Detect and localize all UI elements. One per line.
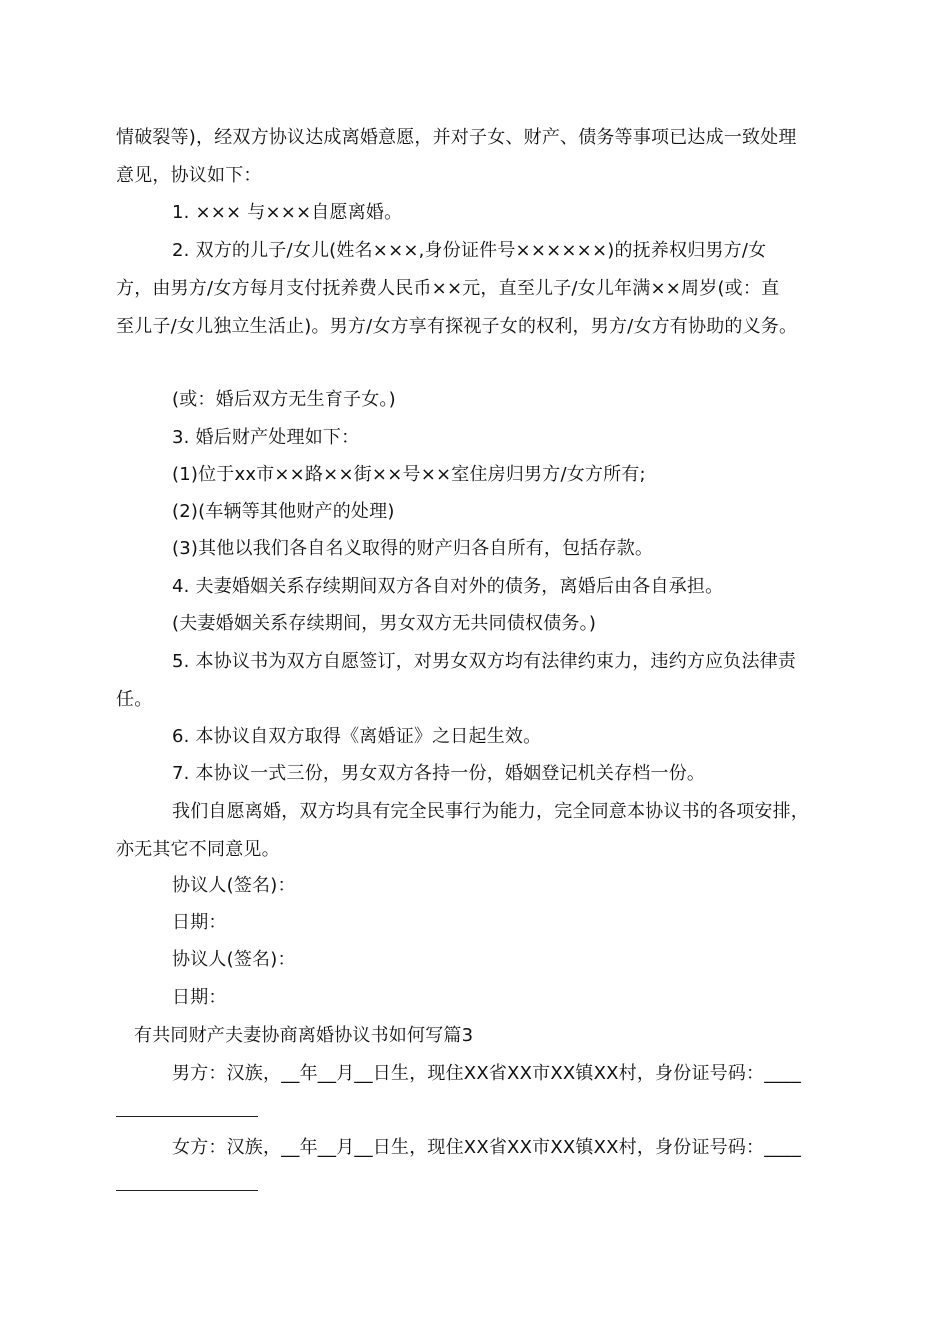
clause-3: 3. 婚后财产处理如下： xyxy=(172,427,360,448)
sub-clause-1: (1)位于xx市××路××街××号××室住房归男方/女方所有; xyxy=(172,464,646,485)
date-label: 日期： xyxy=(172,912,227,933)
male-party-line: 男方：汉族，__年__月__日生，现住XX省XX市XX镇XX村，身份证号码：____ xyxy=(172,1063,802,1084)
sub-clause-2: (2)(车辆等其他财产的处理) xyxy=(172,501,395,522)
fill-in-blank xyxy=(116,1190,258,1191)
declaration-line: 我们自愿离婚，双方均具有完全民事行为能力，完全同意本协议书的各项安排， xyxy=(172,801,809,822)
clause-6: 6. 本协议自双方取得《离婚证》之日起生效。 xyxy=(172,726,542,747)
clause-4: 4. 夫妻婚姻关系存续期间双方各自对外的债务，离婚后由各自承担。 xyxy=(172,576,724,597)
date-label: 日期： xyxy=(172,987,227,1008)
body-line: 方，由男方/女方每月支付抚养费人民币××元，直至儿子/女儿年满××周岁(或：直 xyxy=(116,278,780,299)
note-line: (或：婚后双方无生育子女。) xyxy=(172,389,396,410)
body-line: 至儿子/女儿独立生活止)。男方/女方享有探视子女的权利，男方/女方有协助的义务。 xyxy=(116,316,798,337)
section-heading: 有共同财产夫妻协商离婚协议书如何写篇3 xyxy=(134,1025,474,1046)
body-line: 任。 xyxy=(116,689,153,710)
signatory-label: 协议人(签名)： xyxy=(172,949,296,970)
clause-1: 1. ××× 与×××自愿离婚。 xyxy=(172,202,403,223)
clause-2: 2. 双方的儿子/女儿(姓名×××,身份证件号××××××)的抚养权归男方/女 xyxy=(172,240,767,261)
body-line: 情破裂等)，经双方协议达成离婚意愿，并对子女、财产、债务等事项已达成一致处理 xyxy=(116,127,797,148)
sub-clause-3: (3)其他以我们各自名义取得的财产归各自所有，包括存款。 xyxy=(172,538,654,559)
body-line: 意见，协议如下： xyxy=(116,165,262,186)
clause-7: 7. 本协议一式三份，男女双方各持一份，婚姻登记机关存档一份。 xyxy=(172,763,706,784)
female-party-line: 女方：汉族，__年__月__日生，现住XX省XX市XX镇XX村，身份证号码：____ xyxy=(172,1137,802,1158)
clause-5: 5. 本协议书为双方自愿签订，对男女双方均有法律约束力，违约方应负法律责 xyxy=(172,651,797,672)
fill-in-blank xyxy=(116,1116,258,1117)
body-line: 亦无其它不同意见。 xyxy=(116,839,280,860)
signatory-label: 协议人(签名)： xyxy=(172,875,296,896)
note-line: (夫妻婚姻关系存续期间，男女双方无共同债权债务。) xyxy=(172,613,597,634)
